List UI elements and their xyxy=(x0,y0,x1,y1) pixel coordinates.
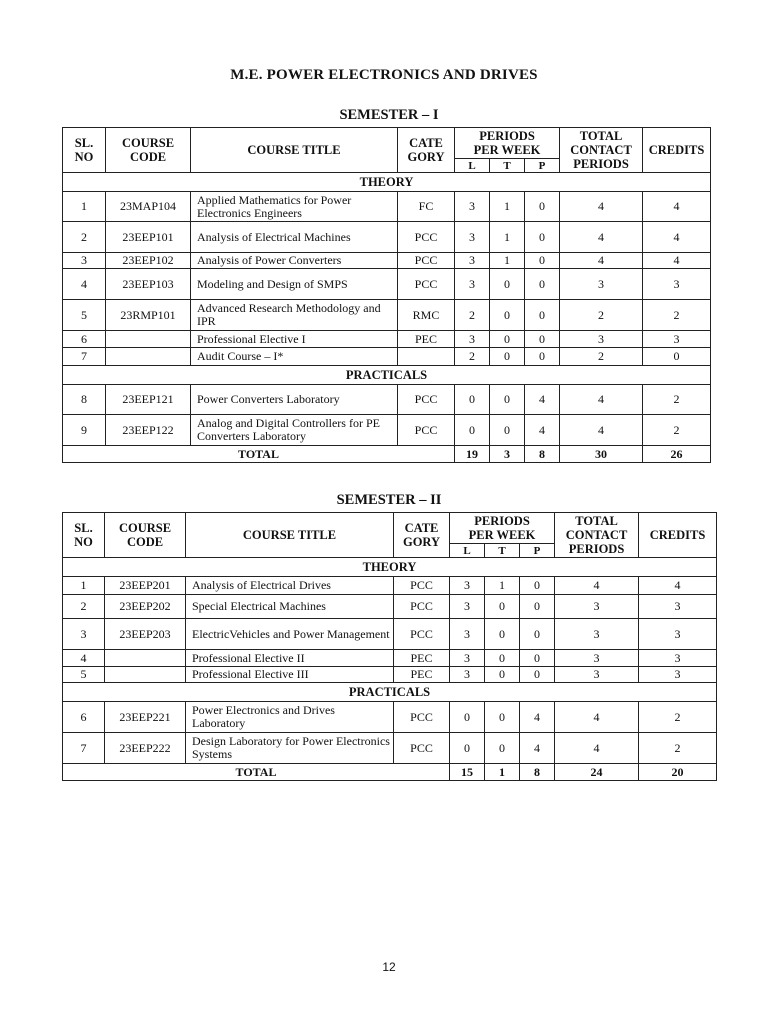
tutorial-hours: 0 xyxy=(490,300,525,331)
total-tutorial-hours: 1 xyxy=(485,764,520,781)
theory-section-row-label: THEORY xyxy=(63,558,717,577)
course-code xyxy=(106,348,191,366)
practical-hours: 0 xyxy=(520,577,555,595)
lecture-hours: 3 xyxy=(450,619,485,650)
sl-no: 5 xyxy=(63,667,105,683)
col-t-header: T xyxy=(485,544,520,558)
course-title: Analysis of Electrical Machines xyxy=(191,222,398,253)
credits: 3 xyxy=(639,650,717,667)
category: PCC xyxy=(398,269,455,300)
credits: 4 xyxy=(643,222,711,253)
course-row xyxy=(63,385,711,415)
total-contact-periods: 2 xyxy=(560,348,643,366)
course-code: 23EEP101 xyxy=(106,222,191,253)
course-row xyxy=(63,269,711,300)
tutorial-hours: 0 xyxy=(485,619,520,650)
course-row xyxy=(63,577,717,595)
course-row xyxy=(63,650,717,667)
category: PEC xyxy=(394,650,450,667)
semester-2-table xyxy=(62,512,717,781)
sl-no: 7 xyxy=(63,733,105,764)
lecture-hours: 0 xyxy=(450,733,485,764)
lecture-hours: 0 xyxy=(450,702,485,733)
course-title: Analysis of Electrical Drives xyxy=(186,577,394,595)
total-contact-periods: 4 xyxy=(555,577,639,595)
course-row xyxy=(63,192,711,222)
practical-hours: 0 xyxy=(525,348,560,366)
tutorial-hours: 0 xyxy=(485,667,520,683)
total-practical-hours: 8 xyxy=(525,446,560,463)
category: RMC xyxy=(398,300,455,331)
total-contact-periods: 4 xyxy=(555,733,639,764)
course-code: 23EEP103 xyxy=(106,269,191,300)
course-code: 23RMP101 xyxy=(106,300,191,331)
theory-section-row-label: THEORY xyxy=(63,173,711,192)
lecture-hours: 3 xyxy=(450,650,485,667)
total-lecture-hours: 19 xyxy=(455,446,490,463)
col-t-header: T xyxy=(490,159,525,173)
tutorial-hours: 1 xyxy=(485,577,520,595)
course-code: 23EEP122 xyxy=(106,415,191,446)
practical-hours: 0 xyxy=(520,650,555,667)
category: FC xyxy=(398,192,455,222)
col-course-title-header: COURSE TITLE xyxy=(191,128,398,173)
course-title: Analog and Digital Controllers for PE Converters Laboratory xyxy=(191,415,398,446)
category: PCC xyxy=(398,415,455,446)
course-code: 23EEP203 xyxy=(105,619,186,650)
theory-section-row xyxy=(63,173,711,192)
practical-hours: 4 xyxy=(520,702,555,733)
col-course-code-header: COURSE CODE xyxy=(105,513,186,558)
col-total-contact-header: TOTAL CONTACT PERIODS xyxy=(560,128,643,173)
practical-hours: 4 xyxy=(520,733,555,764)
col-periods-header: PERIODS PER WEEK xyxy=(455,128,560,159)
course-code: 23MAP104 xyxy=(106,192,191,222)
practicals-section-row-label: PRACTICALS xyxy=(63,366,711,385)
total-contact-periods: 3 xyxy=(560,269,643,300)
course-row xyxy=(63,300,711,331)
header-row xyxy=(63,128,711,159)
course-title: Analysis of Power Converters xyxy=(191,253,398,269)
lecture-hours: 3 xyxy=(450,667,485,683)
col-sl-no-header: SL. NO xyxy=(63,513,105,558)
sl-no: 1 xyxy=(63,577,105,595)
col-category-header: CATE GORY xyxy=(398,128,455,173)
total-contact-periods: 4 xyxy=(560,415,643,446)
total-contact-periods: 4 xyxy=(555,702,639,733)
practical-hours: 0 xyxy=(525,331,560,348)
total-row xyxy=(63,764,717,781)
category: PCC xyxy=(398,222,455,253)
lecture-hours: 3 xyxy=(455,331,490,348)
col-category-header: CATE GORY xyxy=(394,513,450,558)
tutorial-hours: 1 xyxy=(490,192,525,222)
tutorial-hours: 0 xyxy=(490,348,525,366)
course-row xyxy=(63,415,711,446)
category: PCC xyxy=(398,385,455,415)
col-p-header: P xyxy=(525,159,560,173)
credits: 3 xyxy=(643,269,711,300)
practical-hours: 0 xyxy=(525,192,560,222)
semester-2-title: SEMESTER – II xyxy=(336,492,442,508)
semester-1-title: SEMESTER – I xyxy=(339,107,439,123)
category: PCC xyxy=(394,733,450,764)
course-title: Modeling and Design of SMPS xyxy=(191,269,398,300)
course-code xyxy=(106,331,191,348)
course-row xyxy=(63,595,717,619)
credits: 3 xyxy=(639,667,717,683)
total-contact-periods: 3 xyxy=(555,650,639,667)
total-credits: 20 xyxy=(639,764,717,781)
practicals-section-row xyxy=(63,683,717,702)
course-code: 23EEP121 xyxy=(106,385,191,415)
sl-no: 4 xyxy=(63,269,106,300)
total-contact-periods: 30 xyxy=(560,446,643,463)
total-contact-periods: 3 xyxy=(555,667,639,683)
course-title: Professional Elective I xyxy=(191,331,398,348)
document-title: M.E. POWER ELECTRONICS AND DRIVES xyxy=(230,67,538,83)
credits: 3 xyxy=(639,619,717,650)
practical-hours: 4 xyxy=(525,415,560,446)
practical-hours: 0 xyxy=(525,300,560,331)
category: PCC xyxy=(394,577,450,595)
col-l-header: L xyxy=(450,544,485,558)
lecture-hours: 3 xyxy=(455,269,490,300)
course-title: Professional Elective III xyxy=(186,667,394,683)
tutorial-hours: 1 xyxy=(490,222,525,253)
col-l-header: L xyxy=(455,159,490,173)
col-p-header: P xyxy=(520,544,555,558)
sl-no: 5 xyxy=(63,300,106,331)
total-contact-periods: 4 xyxy=(560,192,643,222)
course-code: 23EEP102 xyxy=(106,253,191,269)
practical-hours: 0 xyxy=(525,269,560,300)
practical-hours: 0 xyxy=(520,619,555,650)
credits: 2 xyxy=(643,415,711,446)
course-title: Audit Course – I* xyxy=(191,348,398,366)
practicals-section-row xyxy=(63,366,711,385)
tutorial-hours: 0 xyxy=(490,385,525,415)
course-code xyxy=(105,650,186,667)
course-title: Power Converters Laboratory xyxy=(191,385,398,415)
header-row xyxy=(63,513,717,544)
category: PCC xyxy=(394,619,450,650)
tutorial-hours: 0 xyxy=(485,733,520,764)
sl-no: 2 xyxy=(63,222,106,253)
total-label: TOTAL xyxy=(63,764,450,781)
lecture-hours: 3 xyxy=(455,222,490,253)
col-total-contact-header: TOTAL CONTACT PERIODS xyxy=(555,513,639,558)
course-row xyxy=(63,619,717,650)
total-row xyxy=(63,446,711,463)
practical-hours: 4 xyxy=(525,385,560,415)
col-course-code-header: COURSE CODE xyxy=(106,128,191,173)
course-title: Applied Mathematics for Power Electronics Engineers xyxy=(191,192,398,222)
total-contact-periods: 4 xyxy=(560,253,643,269)
credits: 0 xyxy=(643,348,711,366)
practical-hours: 0 xyxy=(525,253,560,269)
practical-hours: 0 xyxy=(525,222,560,253)
lecture-hours: 3 xyxy=(450,577,485,595)
credits: 2 xyxy=(639,702,717,733)
total-label: TOTAL xyxy=(63,446,455,463)
total-practical-hours: 8 xyxy=(520,764,555,781)
credits: 2 xyxy=(639,733,717,764)
lecture-hours: 0 xyxy=(455,415,490,446)
sl-no: 3 xyxy=(63,253,106,269)
lecture-hours: 2 xyxy=(455,300,490,331)
category: PCC xyxy=(394,595,450,619)
sl-no: 4 xyxy=(63,650,105,667)
course-row xyxy=(63,733,717,764)
course-row xyxy=(63,253,711,269)
total-contact-periods: 3 xyxy=(555,595,639,619)
lecture-hours: 3 xyxy=(450,595,485,619)
credits: 4 xyxy=(643,192,711,222)
theory-section-row xyxy=(63,558,717,577)
category: PEC xyxy=(398,331,455,348)
category xyxy=(398,348,455,366)
sl-no: 8 xyxy=(63,385,106,415)
practical-hours: 0 xyxy=(520,595,555,619)
credits: 3 xyxy=(639,595,717,619)
page-number: 12 xyxy=(382,960,396,974)
total-tutorial-hours: 3 xyxy=(490,446,525,463)
practicals-section-row-label: PRACTICALS xyxy=(63,683,717,702)
practical-hours: 0 xyxy=(520,667,555,683)
tutorial-hours: 0 xyxy=(490,269,525,300)
sl-no: 6 xyxy=(63,331,106,348)
tutorial-hours: 1 xyxy=(490,253,525,269)
course-code: 23EEP201 xyxy=(105,577,186,595)
tutorial-hours: 0 xyxy=(485,650,520,667)
course-title: Professional Elective II xyxy=(186,650,394,667)
course-row xyxy=(63,222,711,253)
total-contact-periods: 3 xyxy=(560,331,643,348)
lecture-hours: 3 xyxy=(455,253,490,269)
total-lecture-hours: 15 xyxy=(450,764,485,781)
category: PEC xyxy=(394,667,450,683)
course-title: Advanced Research Methodology and IPR xyxy=(191,300,398,331)
sl-no: 6 xyxy=(63,702,105,733)
total-credits: 26 xyxy=(643,446,711,463)
lecture-hours: 2 xyxy=(455,348,490,366)
col-periods-header: PERIODS PER WEEK xyxy=(450,513,555,544)
course-row xyxy=(63,331,711,348)
course-title: ElectricVehicles and Power Management xyxy=(186,619,394,650)
sl-no: 9 xyxy=(63,415,106,446)
tutorial-hours: 0 xyxy=(485,595,520,619)
credits: 4 xyxy=(643,253,711,269)
course-code xyxy=(105,667,186,683)
total-contact-periods: 24 xyxy=(555,764,639,781)
credits: 3 xyxy=(643,331,711,348)
sl-no: 1 xyxy=(63,192,106,222)
course-code: 23EEP221 xyxy=(105,702,186,733)
tutorial-hours: 0 xyxy=(490,415,525,446)
course-row xyxy=(63,667,717,683)
category: PCC xyxy=(394,702,450,733)
total-contact-periods: 4 xyxy=(560,222,643,253)
lecture-hours: 3 xyxy=(455,192,490,222)
col-credits-header: CREDITS xyxy=(643,128,711,173)
credits: 4 xyxy=(639,577,717,595)
course-row xyxy=(63,348,711,366)
total-contact-periods: 2 xyxy=(560,300,643,331)
total-contact-periods: 3 xyxy=(555,619,639,650)
lecture-hours: 0 xyxy=(455,385,490,415)
sl-no: 2 xyxy=(63,595,105,619)
col-credits-header: CREDITS xyxy=(639,513,717,558)
col-course-title-header: COURSE TITLE xyxy=(186,513,394,558)
credits: 2 xyxy=(643,385,711,415)
course-code: 23EEP202 xyxy=(105,595,186,619)
tutorial-hours: 0 xyxy=(490,331,525,348)
category: PCC xyxy=(398,253,455,269)
total-contact-periods: 4 xyxy=(560,385,643,415)
sl-no: 7 xyxy=(63,348,106,366)
credits: 2 xyxy=(643,300,711,331)
semester-1-table xyxy=(62,127,711,463)
course-title: Design Laboratory for Power Electronics Systems xyxy=(186,733,394,764)
course-title: Special Electrical Machines xyxy=(186,595,394,619)
course-title: Power Electronics and Drives Laboratory xyxy=(186,702,394,733)
course-code: 23EEP222 xyxy=(105,733,186,764)
tutorial-hours: 0 xyxy=(485,702,520,733)
sl-no: 3 xyxy=(63,619,105,650)
course-row xyxy=(63,702,717,733)
col-sl-no-header: SL. NO xyxy=(63,128,106,173)
